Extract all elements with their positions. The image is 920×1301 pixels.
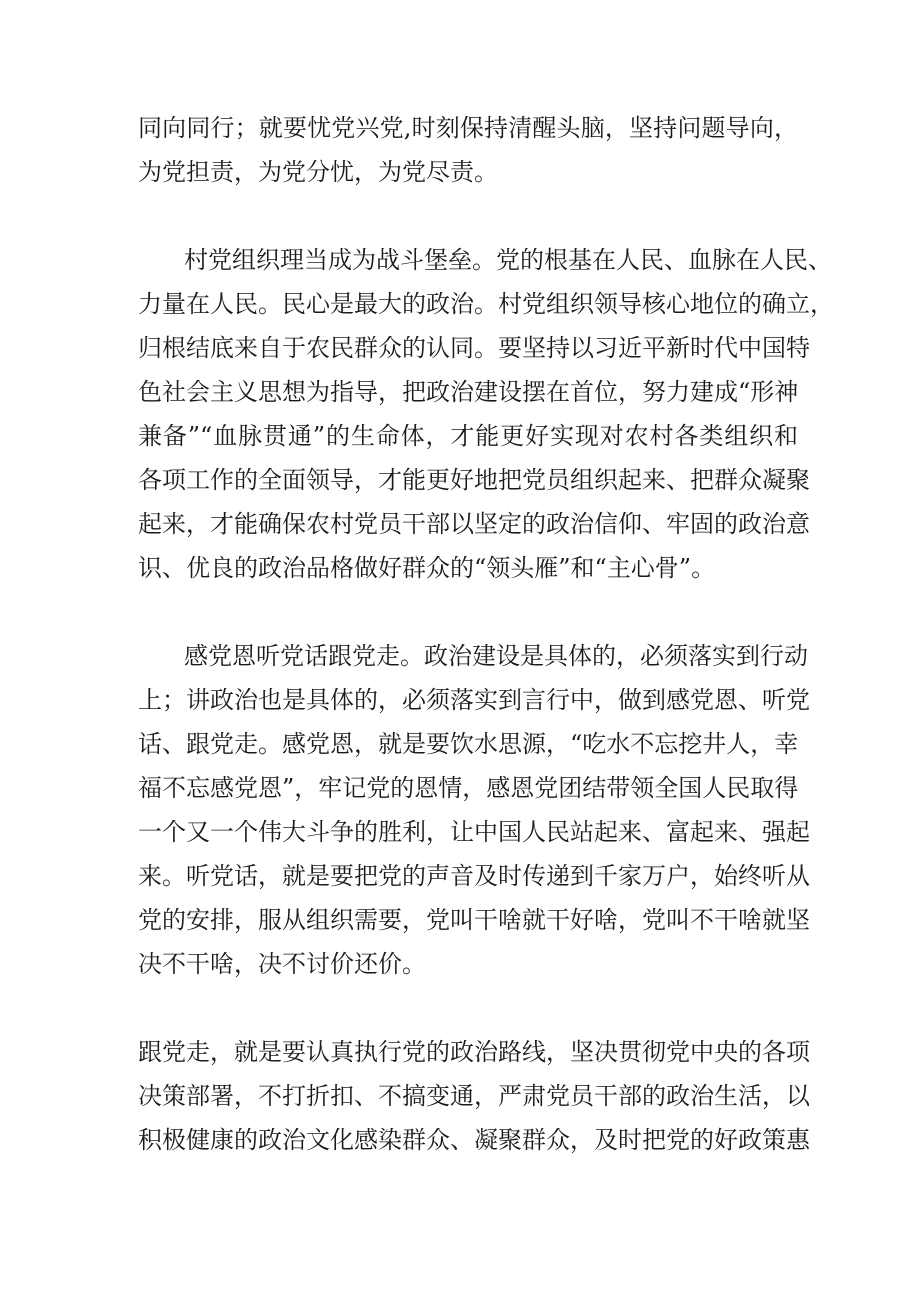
text-line: 上；讲政治也是具体的，必须落实到言行中，做到感党恩、听党 (138, 686, 810, 714)
text-line: 识、优良的政治品格做好群众的“领头雁”和“主心骨”。 (138, 554, 716, 582)
text-line: 为党担责，为党分忧，为党尽责。 (138, 158, 498, 186)
text-line: 话、跟党走。感党恩，就是要饮水思源，“吃水不忘挖井人，幸 (138, 730, 799, 758)
text-line: 决不干啥，决不讨价还价。 (138, 950, 426, 978)
text-line: 力量在人民。民心是最大的政治。村党组织领导核心地位的确立， (138, 290, 834, 318)
text-line: 跟党走，就是要认真执行党的政治路线，坚决贯彻党中央的各项 (138, 1038, 810, 1066)
text-line: 各项工作的全面领导，才能更好地把党员组织起来、把群众凝聚 (138, 466, 810, 494)
text-line: 福不忘感党恩”，牢记党的恩情，感恩党团结带领全国人民取得 (138, 774, 799, 802)
text-line: 归根结底来自于农民群众的认同。要坚持以习近平新时代中国特 (138, 334, 810, 362)
text-line: 积极健康的政治文化感染群众、凝聚群众，及时把党的好政策惠 (138, 1126, 810, 1154)
text-line: 决策部署，不打折扣、不搞变通，严肃党员干部的政治生活，以 (138, 1082, 810, 1110)
text-line: 来。听党话，就是要把党的声音及时传递到千家万户，始终听从 (138, 862, 810, 890)
text-line: 兼备”“血脉贯通”的生命体，才能更好实现对农村各类组织和 (138, 422, 798, 450)
text-line: 村党组织理当成为战斗堡垒。党的根基在人民、血脉在人民、 (184, 246, 832, 274)
text-line: 党的安排，服从组织需要，党叫干啥就干好啥，党叫不干啥就坚 (138, 906, 810, 934)
text-line: 起来，才能确保农村党员干部以坚定的政治信仰、牢固的政治意 (138, 510, 810, 538)
text-line: 同向同行；就要忧党兴党,时刻保持清醒头脑，坚持问题导向， (138, 114, 798, 142)
text-line: 感党恩听党话跟党走。政治建设是具体的，必须落实到行动 (184, 642, 808, 670)
text-line: 色社会主义思想为指导，把政治建设摆在首位，努力建成“形神 (138, 378, 799, 406)
text-line: 一个又一个伟大斗争的胜利，让中国人民站起来、富起来、强起 (138, 818, 810, 846)
